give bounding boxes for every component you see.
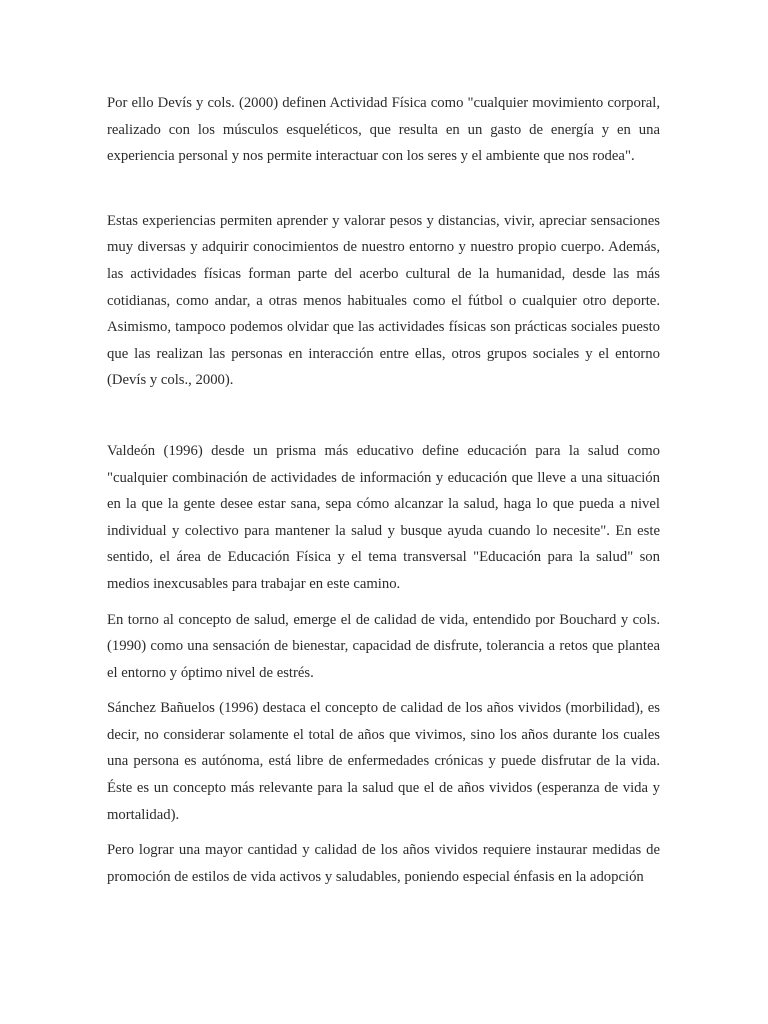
paragraph-sanchez-banuelos: Sánchez Bañuelos (1996) destaca el concepto de calidad de los años vividos (morbilidad), es decir, no considerar solamente el total de años que vivimos, sino los años durante los cuales una persona es autónoma, está libre de enfermedades crónicas y puede disfrutar de la vida. Éste es un concepto más relevante para la salud que el de años vividos (esperanza de vida y mortalidad).: [107, 700, 660, 823]
document-page: [107, 90, 660, 890]
paragraph-estilos-de-vida: Pero lograr una mayor cantidad y calidad de los años vividos requiere instaurar medidas de promoción de estilos de vida activos y saludables, poniendo especial énfasis en la adopción: [107, 842, 660, 885]
paragraph-calidad-de-vida: En torno al concepto de salud, emerge el de calidad de vida, entendido por Bouchard y cols. (1990) como una sensación de bienestar, capacidad de disfrute, tolerancia a retos que plantea el entorno y óptimo nivel de estrés.: [107, 611, 660, 681]
paragraph-experiencias: Estas experiencias permiten aprender y valorar pesos y distancias, vivir, apreciar sensaciones muy diversas y adquirir conocimientos de nuestro entorno y nuestro propio cuerpo. Además, las actividades físicas forman parte del acerbo cultural de la humanidad, desde las más cotidianas, como andar, a otras menos habituales como el fútbol o cualquier otro deporte. Asimismo, tampoco podemos olvidar que las actividades físicas son prácticas sociales puesto que las realizan las personas en interacción entre ellas, otros grupos sociales y el entorno (Devís y cols., 2000).: [107, 212, 660, 389]
paragraph-valdeon: Valdeón (1996) desde un prisma más educativo define educación para la salud como "cualquier combinación de actividades de información y educación que lleve a una situación en la que la gente desee estar sana, sepa cómo alcanzar la salud, haga lo que pueda a nivel individual y colectivo para mantener la salud y busque ayuda cuando lo necesite". En este sentido, el área de Educación Física y el tema transversal "Educación para la salud" son medios inexcusables para trabajar en este camino.: [107, 442, 660, 592]
paragraph-actividad-fisica-definition: Por ello Devís y cols. (2000) definen Actividad Física como "cualquier movimiento corporal, realizado con los músculos esqueléticos, que resulta en un gasto de energía y en una experiencia personal y nos permite interactuar con los seres y el ambiente que nos rodea".: [107, 95, 660, 165]
